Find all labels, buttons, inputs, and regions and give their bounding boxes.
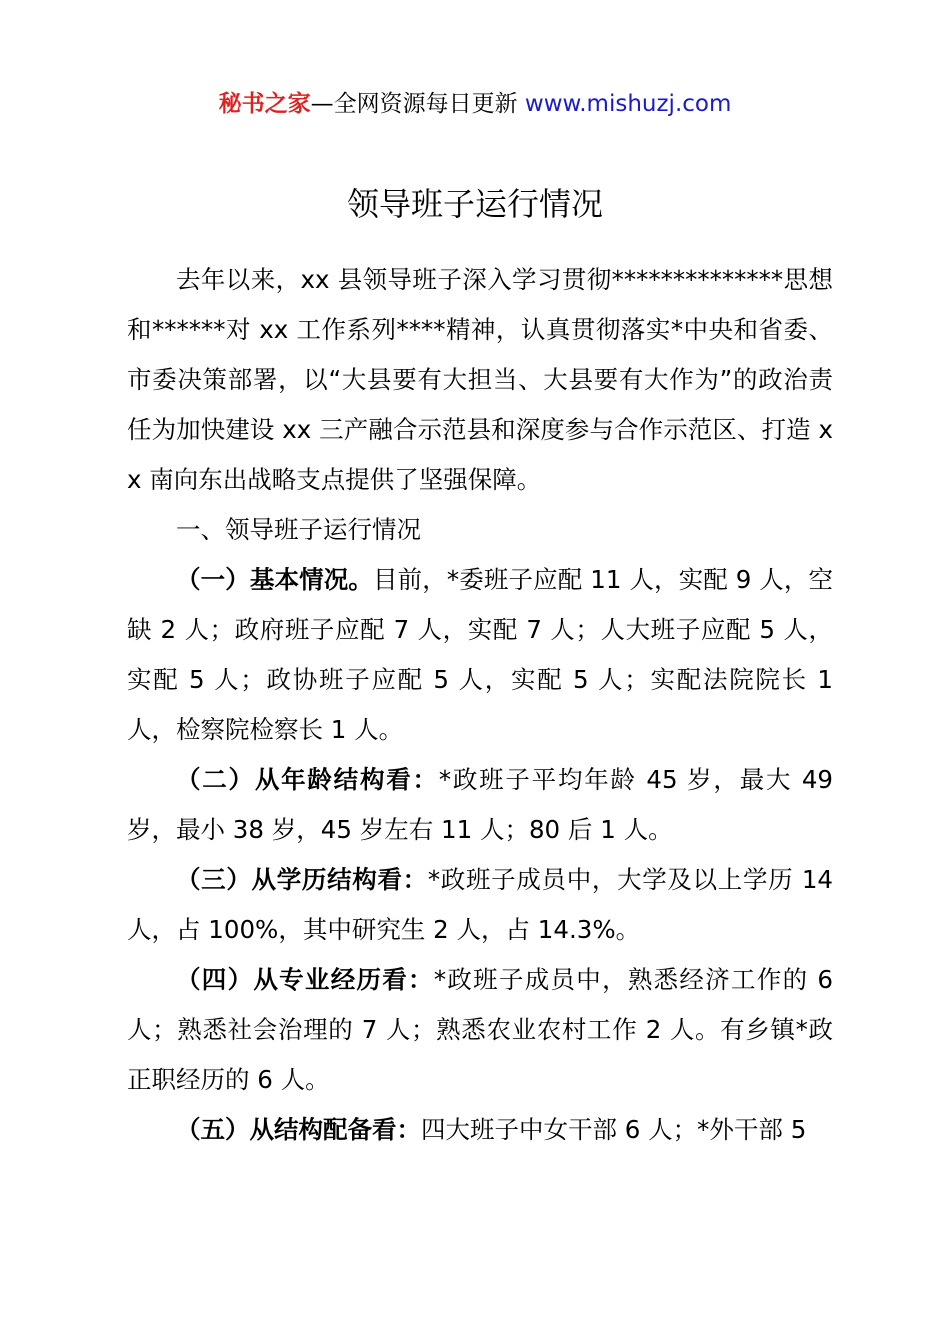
item-heading: （二）从年龄结构看： bbox=[176, 765, 439, 794]
item-paragraph bbox=[127, 855, 833, 955]
intro-paragraph: 去年以来，xx 县领导班子深入学习贯彻**************思想和******对 xx 工作系列****精神，认真贯彻落实*中央和省委、市委决策部署，以“大县要有大担当、大县要有大作为”的政治责任为加快建设 xx 三产融合示范县和深度参与合作示范区、打造 xx 南向东出战略支点提供了坚强保障。 bbox=[127, 265, 833, 494]
item-heading: （五）从结构配备看： bbox=[176, 1115, 421, 1144]
item-text: 四大班子中女干部 6 人；*外干部 5 bbox=[421, 1115, 807, 1144]
site-tagline: —全网资源每日更新 bbox=[310, 91, 525, 117]
site-url-link[interactable]: www.mishuzj.com bbox=[524, 91, 732, 117]
item-heading: （三）从学历结构看： bbox=[176, 865, 428, 894]
section-heading: 一、领导班子运行情况 bbox=[176, 515, 421, 544]
site-header bbox=[0, 86, 950, 122]
item-paragraph bbox=[127, 955, 833, 1105]
site-brand: 秘书之家 bbox=[218, 91, 311, 117]
item-paragraph bbox=[127, 755, 833, 855]
item-heading: （四）从专业经历看： bbox=[176, 965, 434, 994]
item-paragraph bbox=[127, 1105, 833, 1155]
item-paragraph bbox=[127, 555, 833, 755]
item-text: *政班子成员中，大学及以上学历 14 人，占 100%，其中研究生 2 人，占 14.3%。 bbox=[127, 865, 833, 944]
item-text: 目前，*委班子应配 11 人，实配 9 人，空缺 2 人；政府班子应配 7 人，实配 7 人；人大班子应配 5 人，实配 5 人；政协班子应配 5 人，实配 5 人；实配法院院长 1 人，检察院检察长 1 人。 bbox=[127, 565, 834, 744]
item-text: *政班子成员中，熟悉经济工作的 6 人；熟悉社会治理的 7 人；熟悉农业农村工作 2 人。有乡镇*政正职经历的 6 人。 bbox=[127, 965, 834, 1094]
document-title: 领导班子运行情况 bbox=[346, 185, 603, 223]
item-heading: （一）基本情况。 bbox=[176, 565, 373, 594]
document-body bbox=[127, 255, 833, 1155]
item-text: *政班子平均年龄 45 岁，最大 49 岁，最小 38 岁，45 岁左右 11 人；80 后 1 人。 bbox=[127, 765, 833, 844]
